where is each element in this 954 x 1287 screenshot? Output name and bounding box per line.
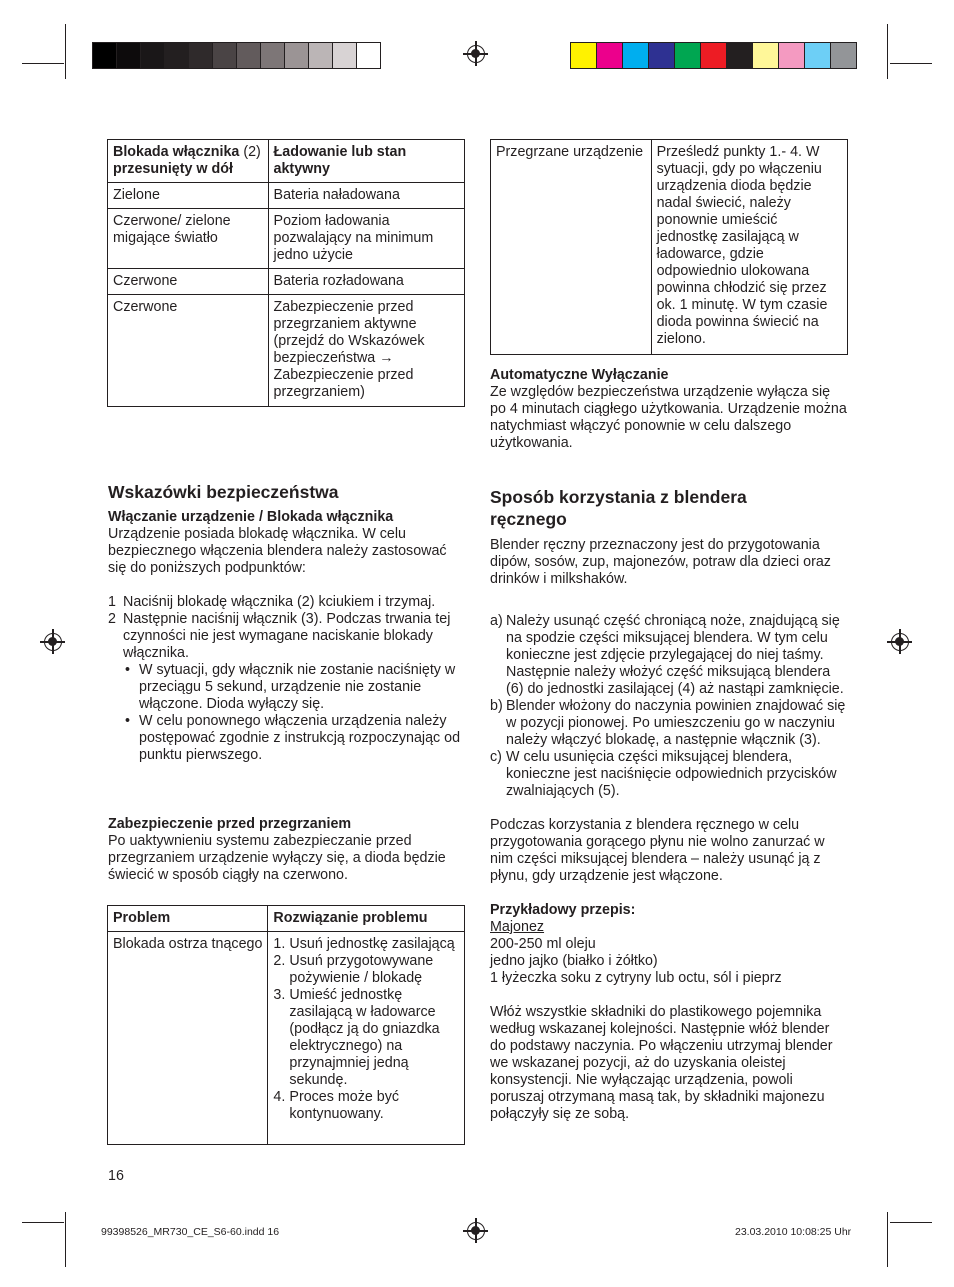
solution-cell — [268, 932, 465, 1145]
ingredient: jedno jajko (białko i żółtko) — [490, 953, 658, 969]
registration-mark-icon — [44, 633, 62, 651]
color-swatch — [164, 42, 189, 69]
color-swatch — [700, 42, 727, 69]
overheat-table — [490, 139, 848, 355]
switch-title: Włączanie urządzenie / Blokada włącznika — [108, 509, 394, 525]
recipe-method: Włóż wszystkie składniki do plastikowego pojemnika według wskazanej kolejności. Następnie włóż blender do podstawy naczynia. Po włączeniu utrzymaj blender we wskazanej pozycji, aż do uzyskania oleistej konsystencji. Nie wyłączając urządzenia, powoli poruszaj otrzymaną masą tak, by składniki majonezu połączyły się ze sobą. — [490, 1004, 833, 1122]
step-text: W celu usunięcia części miksującej blendera, konieczne jest naciśnięcie odpowiednich przycisków zwalniających (5). — [506, 749, 837, 799]
problem-cell: Przegrzane urządzenie — [491, 140, 652, 355]
auto-off-text: Ze względów bezpieczeństwa urządzenie wyłącza się po 4 minutach ciągłego użytkowania. Urządzenie można natychmiast włączyć ponownie w celu dalszego użytkowania. — [490, 384, 847, 451]
color-swatch — [622, 42, 649, 69]
step-text: Blender włożony do naczynia powinien znajdować się w pozycji pionowej. Po umieszczeniu go w naczyniu należy włączyć blokadę, a następnie włącznik (3). — [506, 698, 846, 748]
meaning-cell: Zabezpieczenie przed przegrzaniem aktywne (przejdź do Wskazówek bezpieczeństwa → Zabezpieczenie przed przegrzaniem) — [268, 295, 464, 407]
step-label: a) — [490, 613, 503, 629]
color-swatch — [116, 42, 141, 69]
color-swatch — [596, 42, 623, 69]
ingredient: 200-250 ml oleju — [490, 936, 596, 952]
overheat-title: Zabezpieczenie przed przegrzaniem — [108, 816, 352, 832]
problem-table — [107, 905, 465, 1145]
crop-mark — [890, 63, 932, 64]
color-swatch — [804, 42, 831, 69]
color-swatch — [570, 42, 597, 69]
step-text: Należy usunąć część chroniącą noże, znajdującą się na spodzie części miksującej blendera. W tym celu konieczne jest zdjęcie przylegającej do niej taśmy. Następnie należy włożyć część miksującą blendera (6) do jednostki zasilającej (4) aż nastąpi zamknięcie. — [506, 613, 844, 697]
meaning-cell: Poziom ładowania pozwalający na minimum jedno użycie — [268, 209, 464, 269]
list-item: 4. Proces może być kontynuowany. — [273, 1089, 400, 1122]
table-row — [108, 183, 465, 209]
switch-intro: Urządzenie posiada blokadę włącznika. W celu bezpiecznego włączenia blendera należy zastosować się do poniższych podpunktów: — [108, 526, 447, 576]
registration-mark-icon — [891, 633, 909, 651]
auto-off-title: Automatyczne Wyłączanie — [490, 367, 669, 383]
status-cell: Czerwone/ zielone migające światło — [108, 209, 269, 269]
solution-cell: Prześledź punkty 1.- 4. W sytuacji, gdy po włączeniu urządzenia dioda będzie nadal świecić, należy ponownie umieścić jednostkę zasilającą w ładowarce, gdzie odpowiednio ulokowana powinna chłodzić się przez ok. 1 minutę. W tym czasie dioda powinna świecić na zielono. — [651, 140, 847, 355]
meaning-cell: Bateria rozładowana — [268, 269, 464, 295]
list-item: 3. Umieść jednostkę zasilającą w ładowarce (podłącz ją do gniazdka elektrycznego) na przynajmniej jedną sekundę. — [273, 987, 440, 1088]
crop-mark — [22, 63, 64, 64]
step-text: Naciśnij blokadę włącznika (2) kciukiem i trzymaj. — [123, 594, 436, 610]
list-item — [490, 698, 848, 749]
page-number: 16 — [108, 1168, 124, 1184]
list-item — [108, 594, 466, 611]
bullet-text: W celu ponownego włączenia urządzenia należy postępować zgodnie z instrukcją rozpoczynając od punktu pierwszego. — [139, 713, 461, 763]
table-row — [108, 209, 465, 269]
overheat-section — [108, 816, 453, 884]
list-item — [490, 749, 848, 800]
list-item — [108, 713, 466, 764]
meaning-cell: Bateria naładowana — [268, 183, 464, 209]
list-item — [108, 662, 466, 713]
table-row — [491, 140, 848, 355]
crop-mark — [890, 1222, 932, 1223]
color-swatch — [140, 42, 165, 69]
registration-mark-icon — [467, 45, 485, 63]
list-item — [108, 611, 466, 662]
color-swatch — [726, 42, 753, 69]
footer-date: 23.03.2010 10:08:25 Uhr — [735, 1226, 852, 1238]
color-swatch — [260, 42, 285, 69]
color-swatch — [92, 42, 117, 69]
safety-section — [108, 509, 466, 764]
color-swatch — [752, 42, 779, 69]
status-cell: Czerwone — [108, 295, 269, 407]
registration-mark-icon — [467, 1222, 485, 1240]
problem-table-header-1: Problem — [108, 906, 268, 932]
usage-intro: Blender ręczny przeznaczony jest do przygotowania dipów, sosów, zup, majonezów, potraw dla dzieci oraz drinków i milkshaków. — [490, 537, 831, 587]
auto-off-section — [490, 367, 848, 452]
hot-liquid-warning: Podczas korzystania z blendera ręcznego w celu przygotowania gorącego płynu nie wolno zanurzać w nim części miksującej blendera – należy usunąć ją z płynu, gdy urządzenie jest włączone. — [490, 817, 825, 884]
problem-table-header-2: Rozwiązanie problemu — [268, 906, 465, 932]
bullet-text: W sytuacji, gdy włącznik nie zostanie naciśnięty w przeciągu 5 sekund, urządzenie nie zostanie włączone. Dioda wyłączy się. — [139, 662, 456, 712]
step-number: 2 — [108, 611, 116, 627]
color-swatch — [188, 42, 213, 69]
bullet-icon: • — [125, 662, 131, 678]
list-item — [490, 613, 848, 698]
color-swatch — [212, 42, 237, 69]
table-row — [108, 269, 465, 295]
crop-mark — [887, 24, 888, 79]
charge-status-table — [107, 139, 465, 407]
step-text: Następnie naciśnij włącznik (3). Podczas trwania tej czynności nie jest wymagane naciskanie blokady włącznika. — [123, 611, 451, 661]
recipe-name: Majonez — [490, 919, 545, 935]
step-label: b) — [490, 698, 503, 714]
overheat-text: Po uaktywnieniu systemu zabezpieczanie przed przegrzaniem urządzenie wyłączy się, a dioda będzie świecić w sposób ciągły na czerwono. — [108, 833, 446, 883]
color-swatch — [308, 42, 333, 69]
color-swatch — [356, 42, 381, 69]
color-swatch — [648, 42, 675, 69]
problem-cell: Blokada ostrza tnącego — [108, 932, 268, 1145]
list-item: 2. Usuń przygotowywane pożywienie / blokadę — [273, 953, 434, 986]
step-number: 1 — [108, 594, 116, 610]
crop-mark — [887, 1212, 888, 1267]
safety-heading: Wskazówki bezpieczeństwa — [108, 482, 339, 502]
crop-mark — [65, 1212, 66, 1267]
charge-table-header-2: Ładowanie lub stan aktywny — [268, 140, 464, 183]
color-swatch — [830, 42, 857, 69]
list-item: 1. Usuń jednostkę zasilającą — [273, 936, 455, 952]
table-row — [108, 295, 465, 407]
color-swatch — [236, 42, 261, 69]
status-cell: Zielone — [108, 183, 269, 209]
crop-mark — [22, 1222, 64, 1223]
color-swatch — [778, 42, 805, 69]
color-swatch — [284, 42, 309, 69]
footer-file: 99398526_MR730_CE_S6-60.indd 16 — [101, 1226, 280, 1238]
bullet-icon: • — [125, 713, 131, 729]
table-row — [108, 932, 465, 1145]
step-label: c) — [490, 749, 502, 765]
usage-section — [490, 537, 848, 1123]
color-swatch — [332, 42, 357, 69]
recipe-title: Przykładowy przepis: — [490, 902, 636, 918]
crop-mark — [65, 24, 66, 79]
color-swatch — [674, 42, 701, 69]
ingredient: 1 łyżeczka soku z cytryny lub octu, sól i pieprz — [490, 970, 782, 986]
usage-heading: Sposób korzystania z blendera ręcznego — [490, 487, 747, 529]
charge-table-header-1: Blokada włącznika (2) przesunięty w dół — [108, 140, 269, 183]
status-cell: Czerwone — [108, 269, 269, 295]
